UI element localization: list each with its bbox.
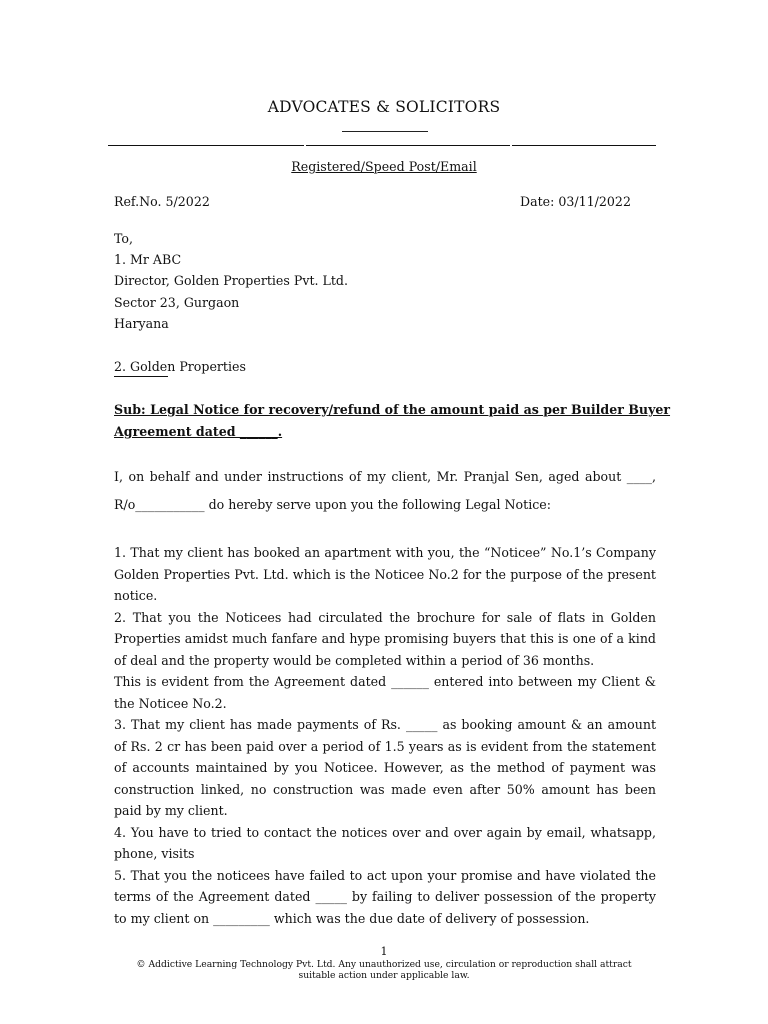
- delivery-mode: Registered/Speed Post/Email: [291, 159, 477, 174]
- paragraph: 2. That you the Noticees had circulated the brochure for sale of flats in Golden Properties amidst much fanfare and hype promising buyers that this is one of a kind of deal and the property would be completed within a period of 36 months.: [114, 609, 656, 668]
- addressee-line: Haryana: [114, 316, 169, 331]
- addressee-line: 1. Mr ABC: [114, 252, 182, 267]
- page-number: 1: [380, 945, 388, 958]
- paragraph: 5. That you the noticees have failed to act upon your promise and have violated the terms of the Agreement dated _____ by failing to deliver possession of the property to my client on _________ which was the due date of delivery of possession.: [114, 867, 656, 926]
- notice-body: [114, 542, 656, 929]
- reference-number: Ref.No. 5/2022: [114, 194, 210, 209]
- firm-heading: ADVOCATES & SOLICITORS: [267, 98, 501, 116]
- subject-line-2: Agreement dated ______.: [114, 424, 283, 439]
- intro-paragraph: [114, 463, 656, 519]
- intro-text: I, on behalf and under instructions of my client, Mr. Pranjal Sen, aged about ____, R/o___________ do hereby serve upon you the following Legal Notice:: [114, 469, 656, 512]
- header-rule-center: [306, 145, 510, 146]
- addressee-2-blank: [114, 375, 168, 377]
- paragraph: 1. That my client has booked an apartment with you, the “Noticee” No.1’s Company Golden Properties Pvt. Ltd. which is the Noticee No.2 for the purpose of the present notice.: [114, 545, 656, 603]
- header-rule-left: [108, 145, 304, 146]
- heading-underline: [342, 131, 428, 132]
- paragraph: 4. You have to tried to contact the notices over and over again by email, whatsapp, phone, visits: [114, 824, 656, 861]
- addressee-line: Director, Golden Properties Pvt. Ltd.: [114, 273, 348, 288]
- to-label: To,: [114, 231, 134, 246]
- copyright-notice: © Addictive Learning Technology Pvt. Ltd. Any unauthorized use, circulation or reproduction shall attract suitable action under applicable law.: [136, 959, 632, 981]
- letter-date: Date: 03/11/2022: [520, 194, 631, 209]
- subject-line-1: Sub: Legal Notice for recovery/refund of the amount paid as per Builder Buyer: [114, 402, 671, 417]
- header-rule-right: [512, 145, 656, 146]
- addressee-line: Sector 23, Gurgaon: [114, 295, 240, 310]
- paragraph: This is evident from the Agreement dated ______ entered into between my Client & the Noticee No.2.: [114, 674, 656, 711]
- addressee-2: 2. Golden Properties: [114, 359, 246, 374]
- paragraph: 3. That my client has made payments of Rs. _____ as booking amount & an amount of Rs. 2 cr has been paid over a period of 1.5 years as is evident from the statement of accounts maintained by you Noticee. However, as the method of payment was construction linked, no construction was made even after 50% amount has been paid by my client.: [114, 717, 656, 818]
